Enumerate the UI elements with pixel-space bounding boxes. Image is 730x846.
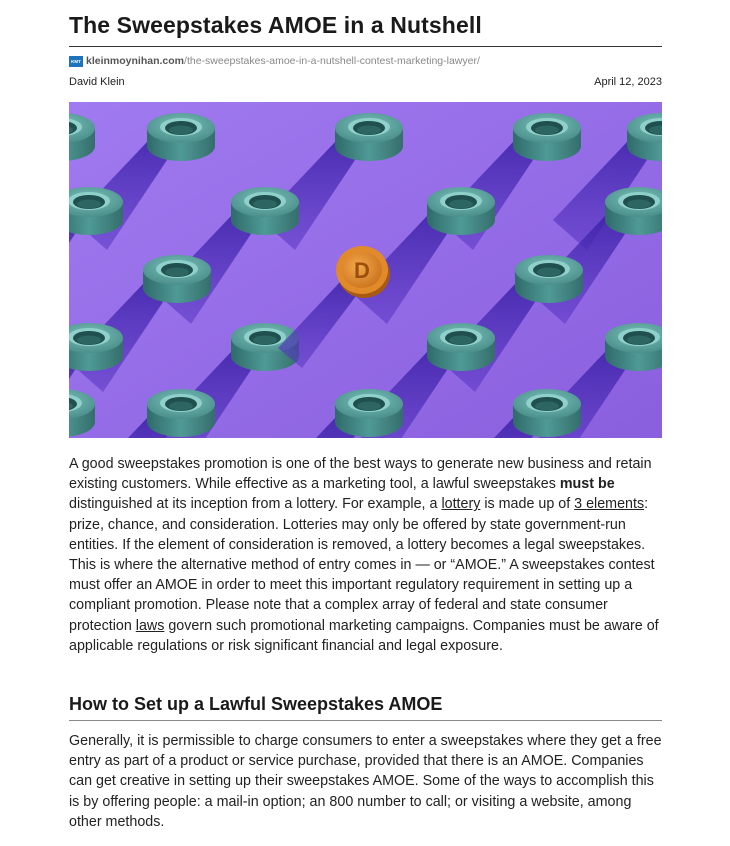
teal-cylinder	[231, 187, 299, 235]
teal-cylinder	[69, 187, 123, 235]
title-divider	[69, 46, 662, 47]
teal-cylinder	[335, 389, 403, 437]
coin-letter: D	[354, 258, 370, 283]
hero-illustration	[69, 102, 662, 438]
teal-cylinder	[513, 113, 581, 161]
teal-cylinder	[427, 187, 495, 235]
lottery-link[interactable]: lottery	[441, 496, 481, 513]
teal-cylinder	[147, 389, 215, 437]
article-title: The Sweepstakes AMOE in a Nutshell	[69, 12, 482, 38]
section-paragraph: Generally, it is permissible to charge consumers to enter a sweepstakes where they get a free entry as part of a product or service purchase, provided that there is an AMOE. Companies can get creative in setting up their sweepstakes AMOE. Some of the ways to accomplish this is by offering people: a mail-in option; an 800 number to call; or visiting a website, among other methods.	[69, 733, 662, 830]
teal-cylinder	[427, 323, 495, 371]
intro-paragraph: A good sweepstakes promotion is one of the best ways to generate new business and retain existing customers. While effective as a marketing tool, a lawful sweepstakes must be distinguished at its inception from a lottery. For example, a lottery is made up of 3 elements: prize, chance, and consideration. Lotteries may only be offered by state government-run entities. If the element of consideration is removed, a lottery becomes a legal sweepstakes. This is where the alternative method of entry comes in — or “AMOE.” A sweepstakes contest must offer an AMOE in order to meet this important regulatory requirement in setting up a compliant promotion. Please note that a complex array of federal and state consumer protection laws govern such promotional marketing campaigns. Companies must be aware of applicable regulations or risk significant financial and legal exposure.	[69, 456, 659, 654]
teal-cylinder	[335, 113, 403, 161]
source-domain-link[interactable]: kleinmoynihan.com	[86, 55, 185, 67]
source-line	[69, 54, 480, 68]
hero-image	[69, 102, 662, 438]
teal-cylinder	[605, 187, 662, 235]
site-favicon-icon: KMT	[69, 56, 83, 67]
laws-link[interactable]: laws	[135, 617, 165, 634]
author: David Klein	[69, 76, 125, 88]
section-divider	[69, 720, 662, 721]
teal-cylinder	[143, 255, 211, 303]
teal-cylinder	[147, 113, 215, 161]
teal-cylinder	[69, 323, 123, 371]
three-elements-link[interactable]: 3 elements	[574, 496, 645, 513]
publish-date: April 12, 2023	[594, 76, 662, 88]
teal-cylinder	[513, 389, 581, 437]
source-path: /the-sweepstakes-amoe-in-a-nutshell-contest-marketing-lawyer/	[184, 55, 480, 67]
emphasis-must-be: must be	[559, 476, 615, 493]
teal-cylinder	[515, 255, 583, 303]
teal-cylinder	[627, 113, 662, 161]
section-heading: How to Set up a Lawful Sweepstakes AMOE	[69, 694, 443, 714]
teal-cylinder	[605, 323, 662, 371]
